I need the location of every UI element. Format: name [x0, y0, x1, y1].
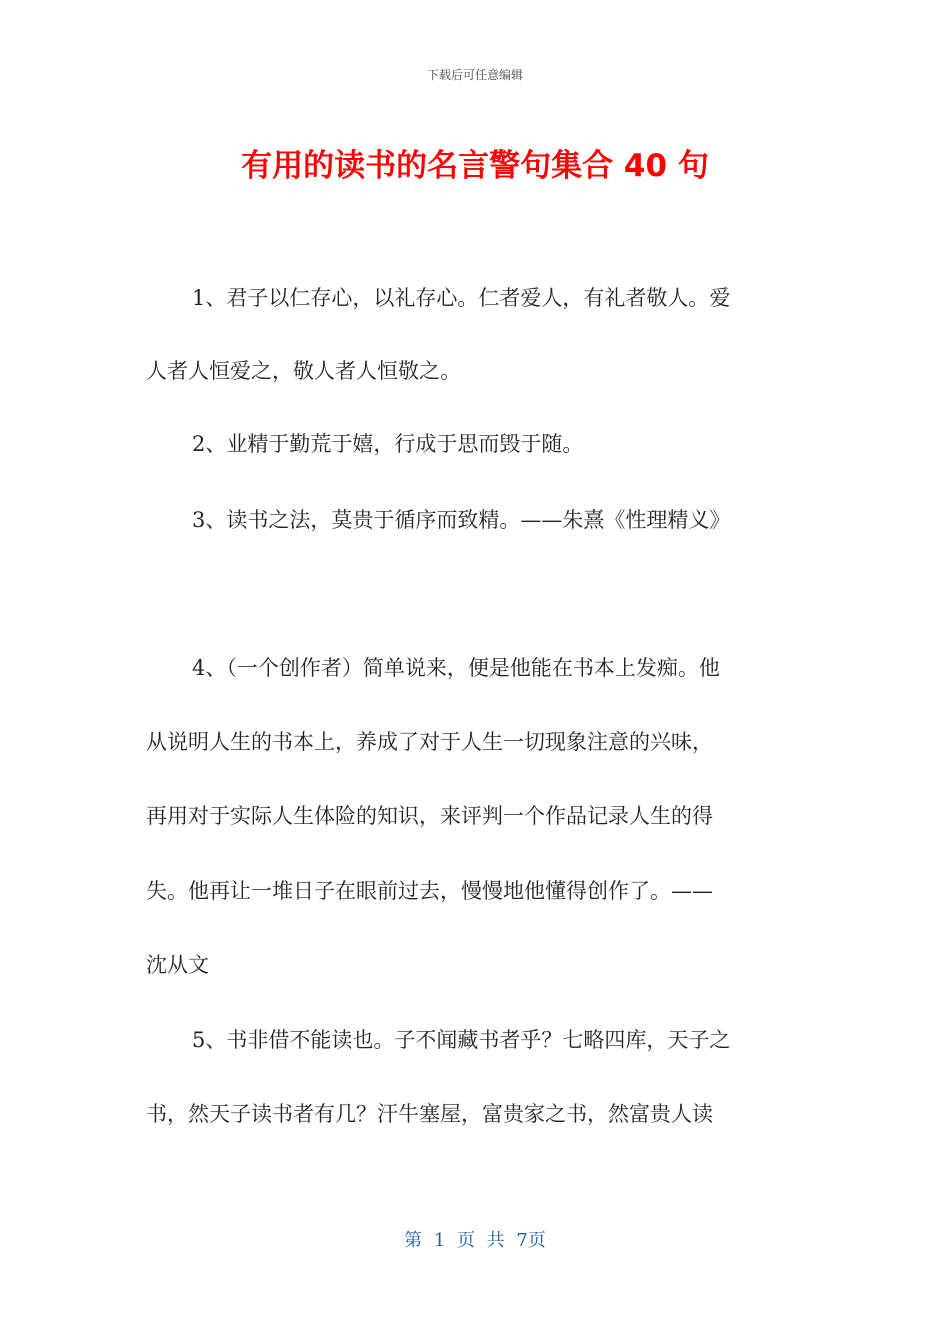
- document-title: 有用的读书的名言警句集合 40 句: [241, 148, 709, 184]
- quote-1-line-1: 1、君子以仁存心，以礼存心。仁者爱人，有礼者敬人。爱: [192, 286, 731, 310]
- header-note: 下载后可任意编辑: [426, 68, 523, 82]
- quote-1-line-2: 人者人恒爱之，敬人者人恒敬之。: [146, 359, 461, 383]
- quote-2-line-1: 2、业精于勤荒于嬉，行成于思而毁于随。: [192, 432, 584, 456]
- quote-5-line-1: 5、书非借不能读也。子不闻藏书者乎？七略四库，天子之: [192, 1028, 731, 1052]
- quote-4-line-2: 从说明人生的书本上，养成了对于人生一切现象注意的兴味，: [146, 730, 713, 754]
- quote-3-line-1: 3、读书之法，莫贵于循序而致精。——朱熹《性理精义》: [192, 508, 731, 532]
- quote-5-line-2: 书，然天子读书者有几？汗牛塞屋，富贵家之书，然富贵人读: [146, 1102, 713, 1126]
- quote-4-line-1: 4、（一个创作者）简单说来，便是他能在书本上发痴。他: [192, 656, 720, 680]
- quote-4-line-3: 再用对于实际人生体险的知识，来评判一个作品记录人生的得: [146, 804, 713, 828]
- quote-4-line-4: 失。他再让一堆日子在眼前过去，慢慢地他懂得创作了。——: [146, 879, 713, 903]
- quote-4-line-5: 沈从文: [146, 953, 209, 977]
- page-number-footer: 第 1 页 共 7页: [404, 1230, 546, 1251]
